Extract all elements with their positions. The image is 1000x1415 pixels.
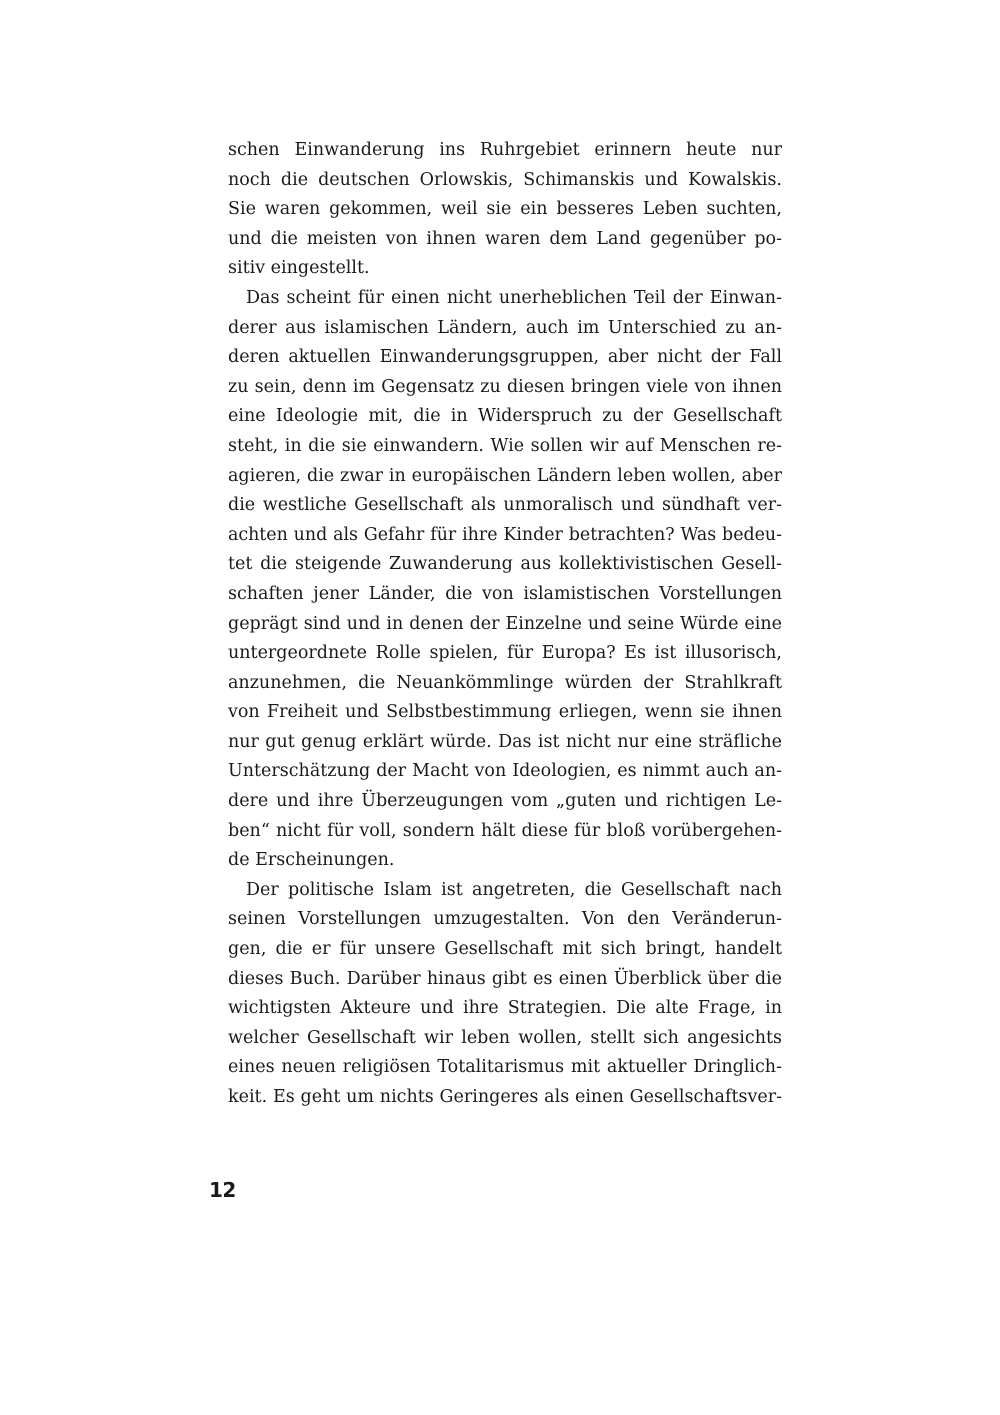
text-line: eine Ideologie mit, die in Widerspruch zu der Gesellschaft xyxy=(228,406,782,427)
text-line: wichtigsten Akteure und ihre Strategien. Die alte Frage, in xyxy=(228,998,782,1019)
text-line: die westliche Gesellschaft als unmoralisch und sündhaft ver- xyxy=(228,495,782,516)
text-line: Unterschätzung der Macht von Ideologien, es nimmt auch an- xyxy=(228,761,782,782)
text-line: schaften jener Länder, die von islamistischen Vorstellungen xyxy=(228,583,782,604)
text-line: Der politische Islam ist angetreten, die Gesellschaft nach xyxy=(246,879,782,900)
text-line: derer aus islamischen Ländern, auch im Unterschied zu an- xyxy=(228,317,782,338)
text-line: de Erscheinungen. xyxy=(228,850,395,871)
text-line: eines neuen religiösen Totalitarismus mit aktueller Dringlich- xyxy=(228,1057,782,1078)
text-line: nur gut genug erklärt würde. Das ist nicht nur eine sträfliche xyxy=(228,731,782,752)
text-line: untergeordnete Rolle spielen, für Europa? Es ist illusorisch, xyxy=(228,643,782,664)
text-line: welcher Gesellschaft wir leben wollen, stellt sich angesichts xyxy=(228,1027,782,1048)
text-line: Das scheint für einen nicht unerheblichen Teil der Einwan- xyxy=(246,287,782,308)
text-line: von Freiheit und Selbstbestimmung erliegen, wenn sie ihnen xyxy=(228,702,782,723)
text-line: achten und als Gefahr für ihre Kinder betrachten? Was bedeu- xyxy=(228,524,782,545)
text-line: keit. Es geht um nichts Geringeres als einen Gesellschaftsver- xyxy=(228,1087,782,1107)
body-text xyxy=(228,136,782,1113)
text-line: Sie waren gekommen, weil sie ein besseres Leben suchten, xyxy=(228,199,782,220)
text-line: ben“ nicht für voll, sondern hält diese für bloß vorübergehen- xyxy=(228,820,782,841)
text-line: agieren, die zwar in europäischen Ländern leben wollen, aber xyxy=(228,465,782,486)
text-line: tet die steigende Zuwanderung aus kollektivistischen Gesell- xyxy=(228,554,782,575)
text-line: anzunehmen, die Neuankömmlinge würden der Strahlkraft xyxy=(228,672,782,693)
text-line: noch die deutschen Orlowskis, Schimanskis und Kowalskis. xyxy=(228,169,782,190)
page-number: 12 xyxy=(209,1178,236,1202)
text-line: sitiv eingestellt. xyxy=(228,258,370,279)
text-line: gen, die er für unsere Gesellschaft mit sich bringt, handelt xyxy=(228,939,782,960)
text-line: zu sein, denn im Gegensatz zu diesen bringen viele von ihnen xyxy=(228,376,782,397)
text-line: schen Einwanderung ins Ruhrgebiet erinnern heute nur xyxy=(228,140,782,160)
text-line: und die meisten von ihnen waren dem Land gegenüber po- xyxy=(228,228,782,249)
text-line: seinen Vorstellungen umzugestalten. Von den Veränderun- xyxy=(228,909,782,930)
text-line: deren aktuellen Einwanderungsgruppen, aber nicht der Fall xyxy=(228,347,782,368)
text-line: dieses Buch. Darüber hinaus gibt es einen Überblick über die xyxy=(228,968,782,989)
text-line: steht, in die sie einwandern. Wie sollen wir auf Menschen re- xyxy=(228,435,782,456)
text-line: dere und ihre Überzeugungen vom „guten und richtigen Le- xyxy=(228,791,782,812)
text-line: geprägt sind und in denen der Einzelne und seine Würde eine xyxy=(228,613,782,634)
